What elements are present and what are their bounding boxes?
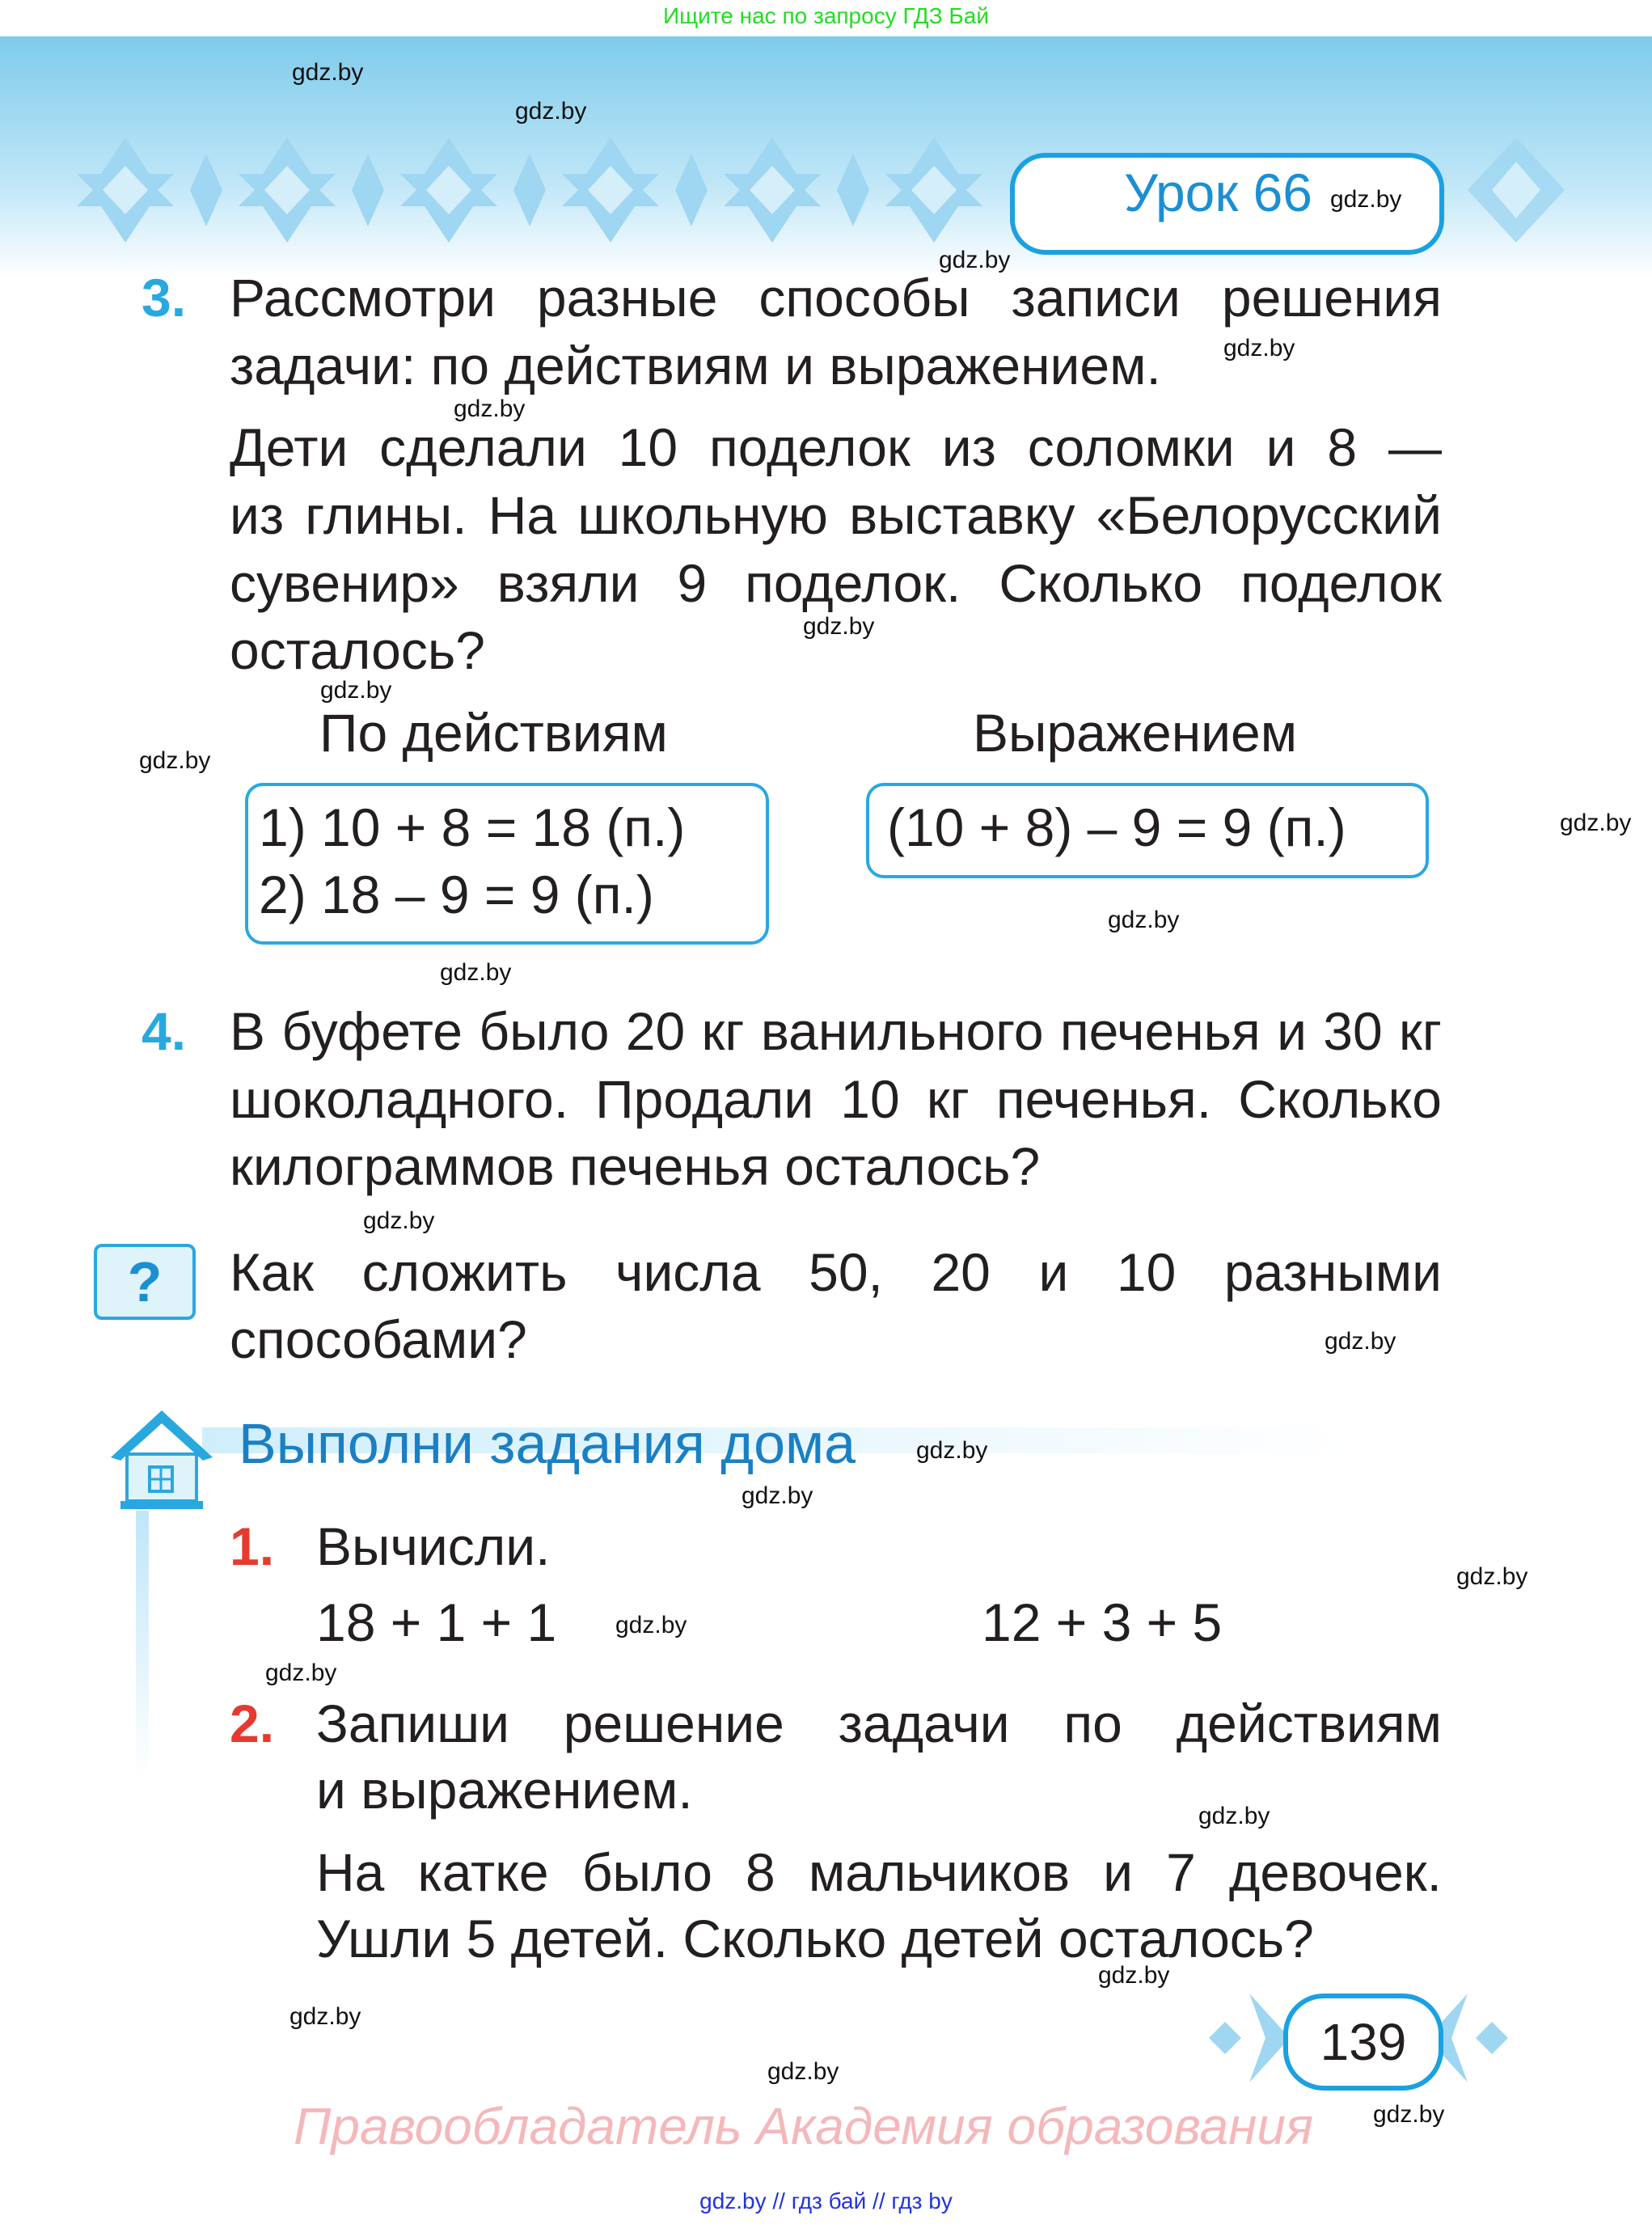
ornament-diamond — [190, 154, 222, 226]
hw-task-2-number: 2. — [230, 1693, 275, 1753]
watermark: gdz.by — [916, 1437, 988, 1464]
question-line: Как сложить числа 50, 20 и 10 разными — [230, 1242, 1442, 1302]
hw-task-1-number: 1. — [230, 1516, 275, 1576]
top-note: Ищите нас по запросу ГДЗ Бай — [662, 3, 990, 28]
watermark: gdz.by — [320, 677, 392, 704]
task-3-problem-line: осталось? — [230, 620, 485, 680]
watermark: gdz.by — [289, 2003, 361, 2030]
homework-title: Выполни задания дома — [239, 1412, 856, 1475]
watermark: gdz.by — [1098, 1962, 1170, 1989]
task-4-line: килограммов печенья осталось? — [230, 1136, 1041, 1196]
watermark: gdz.by — [1108, 907, 1180, 933]
house-icon — [109, 1407, 214, 1512]
ornament-diamond — [837, 154, 869, 226]
watermark: gdz.by — [1223, 335, 1295, 362]
watermark: gdz.by — [440, 959, 512, 986]
expression: (10 + 8) – 9 = 9 (п.) — [887, 797, 1346, 857]
ornament-pattern — [77, 137, 982, 243]
ornament-diamond — [513, 154, 546, 226]
hw-task-2-title-line: Запиши решение задачи по действиям — [316, 1693, 1442, 1753]
homework-bar — [136, 1511, 149, 1778]
watermark: gdz.by — [363, 1207, 435, 1234]
expression-2: 12 + 3 + 5 — [982, 1592, 1223, 1652]
by-steps-title: По действиям — [319, 703, 668, 763]
task-3-problem-line: из глины. На школьную выставку «Белорусский — [230, 485, 1442, 545]
watermark: gdz.by — [615, 1612, 687, 1638]
watermark: gdz.by — [265, 1660, 337, 1686]
hw-task-2-title-line: и выражением. — [316, 1760, 693, 1820]
task-4-line: В буфете было 20 кг ванильного печенья и 30 кг — [230, 1001, 1442, 1061]
task-3-problem-line: Дети сделали 10 поделок из соломки и 8 — — [230, 417, 1442, 477]
watermark: gdz.by — [292, 59, 364, 86]
watermark: gdz.by — [1198, 1803, 1270, 1829]
question-line: способами? — [230, 1309, 527, 1369]
lesson-title: Урок 66 — [1124, 163, 1312, 222]
watermark: gdz.by — [1330, 186, 1402, 213]
watermark: gdz.by — [1456, 1563, 1528, 1590]
expression-1: 18 + 1 + 1 — [316, 1592, 557, 1652]
hw-task-1-title: Вычисли. — [316, 1516, 551, 1576]
hw-task-2-problem-line: На катке было 8 мальчиков и 7 девочек. — [316, 1842, 1442, 1902]
watermark: gdz.by — [1325, 1328, 1396, 1355]
step-2: 2) 18 – 9 = 9 (п.) — [259, 865, 654, 924]
task-3-intro-line: Рассмотри разные способы записи решения — [230, 268, 1442, 328]
rights-holder: Правообладатель Академия образования — [294, 2097, 1314, 2155]
task-4-line: шоколадного. Продали 10 кг печенья. Сколько — [230, 1069, 1442, 1129]
watermark: gdz.by — [741, 1482, 813, 1509]
watermark: gdz.by — [1560, 810, 1632, 836]
expression-title: Выражением — [973, 703, 1298, 763]
task-3-number: 3. — [142, 268, 187, 328]
watermark: gdz.by — [454, 395, 526, 422]
watermark: gdz.by — [939, 247, 1011, 273]
watermark: gdz.by — [803, 613, 875, 640]
task-4-number: 4. — [142, 1001, 187, 1061]
task-3-intro-line: задачи: по действиям и выражением. — [230, 336, 1161, 395]
footer-links[interactable]: gdz.by // гдз бай // гдз by — [699, 2188, 953, 2213]
watermark: gdz.by — [139, 747, 211, 774]
step-1: 1) 10 + 8 = 18 (п.) — [259, 797, 686, 857]
ornament-diamond — [675, 154, 708, 226]
page-number: 139 — [1283, 1994, 1443, 2091]
question-icon: ? — [94, 1244, 196, 1320]
ornament-right — [1468, 137, 1565, 243]
task-3-problem-line: сувенир» взяли 9 поделок. Сколько поделок — [230, 553, 1442, 613]
watermark: gdz.by — [1373, 2101, 1445, 2128]
watermark: gdz.by — [515, 98, 587, 125]
hw-task-2-problem-line: Ушли 5 детей. Сколько детей осталось? — [316, 1909, 1314, 1968]
ornament-diamond — [352, 154, 384, 226]
watermark: gdz.by — [767, 2058, 839, 2085]
